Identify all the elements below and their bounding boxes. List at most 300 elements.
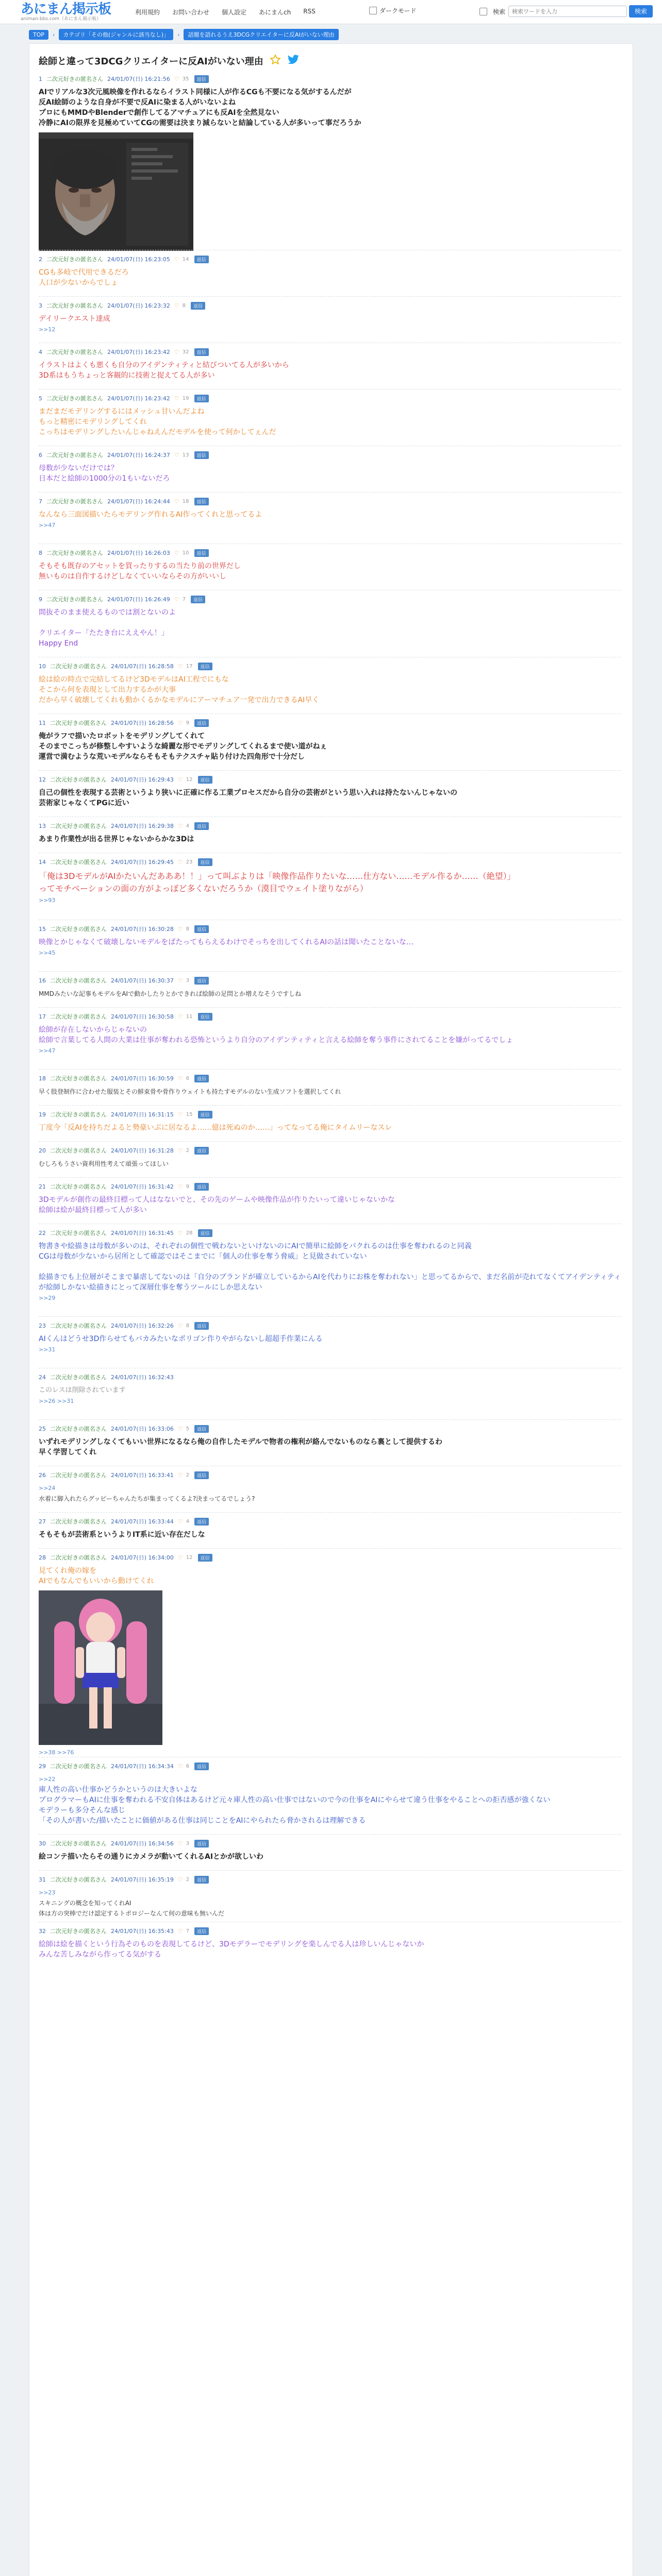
good-icon[interactable]: ♡ (177, 1183, 183, 1190)
post-line: 俺がラフで描いたロボットをモデリングしてくれて (39, 732, 205, 740)
post-body (39, 1241, 621, 1293)
post-21 (39, 1182, 621, 1215)
post-date: 24/01/07(日) 16:21:56 (107, 76, 170, 82)
post-author: 二次元好きの匿名さん (46, 550, 103, 556)
post-line: イラストはよくも悪くも自分のアイデンティティと結びついてる人が多いから (39, 361, 289, 369)
post-6 (39, 451, 621, 484)
good-count: 14 (182, 256, 189, 262)
post-date: 24/01/07(日) 16:34:00 (111, 1554, 174, 1561)
reply-button[interactable]: 返信 (194, 1183, 209, 1191)
post-body (39, 87, 621, 128)
reply-button[interactable]: 返信 (198, 1111, 212, 1118)
post-10 (39, 662, 621, 705)
reply-button[interactable]: 返信 (194, 1322, 209, 1330)
nav-rss[interactable]: RSS (303, 8, 316, 15)
post-25 (39, 1425, 621, 1458)
post-date: 24/01/07(日) 16:30:28 (111, 926, 174, 933)
post-date: 24/01/07(日) 16:29:45 (111, 859, 174, 866)
post-line: 絵師が存在しないからじゃないの (39, 1026, 147, 1034)
post-date: 24/01/07(日) 16:33:06 (111, 1426, 174, 1432)
post-body (39, 406, 621, 437)
post-body (39, 834, 621, 844)
good-icon[interactable]: ♡ (174, 395, 179, 402)
post-author: 二次元好きの匿名さん (50, 1928, 107, 1935)
reply-anchor[interactable]: >>29 (39, 1295, 56, 1301)
reply-button[interactable]: 返信 (194, 1147, 209, 1155)
post-header (39, 858, 621, 866)
search-area (479, 5, 653, 18)
post-header (39, 1927, 621, 1935)
post-author: 二次元好きの匿名さん (50, 720, 107, 726)
post-15 (39, 925, 621, 956)
post-line: 体は方の突棒でだけ認定するトポロジーなんて何の意味も無いんだ (39, 1910, 225, 1917)
reply-button[interactable]: 返信 (194, 1762, 209, 1770)
post-number[interactable]: 9 (39, 596, 42, 603)
post-11 (39, 719, 621, 762)
page-title: 絵師と違って3DCGクリエイターに反AIがいない理由 (39, 56, 263, 67)
post-header (39, 719, 621, 727)
post-line: こっちはモデリングしたいんじゃねえんだモデルを使って何かしてぇんだ (39, 428, 276, 436)
post-author: 二次元好きの匿名さん (50, 1518, 107, 1525)
good-count: 8 (182, 302, 186, 309)
good-icon[interactable]: ♡ (174, 498, 179, 505)
post-header (39, 1229, 621, 1237)
dark-mode-checkbox[interactable] (369, 7, 377, 14)
post-line: Happy End (39, 639, 78, 648)
post-body (39, 1888, 621, 1919)
post-author: 二次元好きの匿名さん (50, 926, 107, 933)
post-image[interactable] (39, 1590, 621, 1747)
post-19 (39, 1110, 621, 1133)
post-7 (39, 497, 621, 529)
good-icon[interactable]: ♡ (174, 256, 179, 263)
post-header (39, 301, 621, 310)
reply-button[interactable]: 返信 (194, 822, 209, 830)
post-date: 24/01/07(日) 16:34:56 (111, 1840, 174, 1847)
post-line: MMDみたいな記事もモデルをAIで動かしたりとかできれば絵師の足問とか増えなそうですしね (39, 990, 302, 997)
post-date: 24/01/07(日) 16:29:43 (111, 776, 174, 783)
post-body (39, 1195, 621, 1215)
post-author: 二次元好きの匿名さん (50, 1230, 107, 1236)
good-icon[interactable]: ♡ (174, 549, 179, 556)
post-author: 二次元好きの匿名さん (50, 1323, 107, 1329)
post-4 (39, 348, 621, 381)
post-line: 映像とかじゃなくて破壊しないモデルをぱたってもらえるわけでそっちを出してくれるAIの話は聞いたことないな… (39, 938, 414, 946)
post-number[interactable]: 17 (39, 1013, 46, 1020)
thread-container (29, 43, 633, 2576)
post-22 (39, 1229, 621, 1301)
post-number[interactable]: 15 (39, 925, 46, 933)
post-line: スキニングの概念を知ってくれAI (39, 1900, 131, 1907)
post-header (39, 75, 621, 83)
good-count: 3 (186, 977, 190, 984)
post-28 (39, 1553, 621, 1756)
reply-button[interactable]: 返信 (198, 776, 212, 784)
good-icon[interactable]: ♡ (177, 1147, 183, 1154)
good-count: 6 (186, 1075, 190, 1081)
post-body (39, 1483, 621, 1504)
good-count: 3 (186, 1840, 190, 1846)
post-divider (39, 1548, 621, 1549)
post-number[interactable]: 3 (39, 302, 42, 309)
reply-button[interactable]: 返信 (194, 1075, 209, 1082)
good-count: 12 (186, 1554, 193, 1561)
post-divider (39, 1105, 621, 1106)
good-icon[interactable]: ♡ (174, 75, 179, 82)
post-number[interactable]: 5 (39, 395, 42, 402)
good-icon[interactable]: ♡ (174, 302, 179, 309)
post-author: 二次元好きの匿名さん (50, 1111, 107, 1118)
reply-anchor[interactable]: >>31 (39, 1346, 56, 1353)
post-body (39, 360, 621, 381)
post-5 (39, 394, 621, 437)
post-date: 24/01/07(日) 16:23:05 (107, 256, 170, 263)
reply-anchor-link[interactable]: >>23 (39, 1889, 56, 1896)
search-input[interactable] (508, 6, 627, 17)
good-icon[interactable]: ♡ (177, 1554, 183, 1561)
post-29 (39, 1762, 621, 1826)
post-date: 24/01/07(日) 16:31:28 (111, 1147, 174, 1154)
post-date: 24/01/07(日) 16:23:32 (107, 302, 170, 309)
post-body (39, 607, 621, 649)
reply-anchor[interactable]: >>45 (39, 950, 56, 956)
star-icon[interactable] (270, 54, 281, 67)
good-icon[interactable]: ♡ (177, 1762, 183, 1770)
post-line: CGも多岐で代用できるだろ (39, 268, 129, 277)
reply-button[interactable]: 返信 (194, 719, 209, 727)
post-line: 絵は絵の時点で完結してるけど3DモデルはAI工程でにもな (39, 675, 229, 684)
post-date: 24/01/07(日) 16:23:42 (107, 349, 170, 355)
post-23 (39, 1321, 621, 1353)
post-line (39, 618, 621, 628)
reply-button[interactable]: 返信 (198, 1554, 212, 1562)
good-count: 8 (186, 926, 190, 932)
top-nav (135, 8, 328, 16)
post-body (39, 731, 621, 762)
good-icon[interactable]: ♡ (177, 1013, 183, 1020)
post-line: AIでもなんでもいいから動けてくれ (39, 1577, 154, 1585)
post-header (39, 255, 621, 263)
post-number[interactable]: 10 (39, 663, 46, 670)
post-9 (39, 595, 621, 649)
reply-button[interactable]: 返信 (198, 858, 212, 866)
nav-terms[interactable]: 利用規約 (135, 9, 160, 16)
post-number[interactable]: 7 (39, 498, 42, 505)
post-author: 二次元好きの匿名さん (50, 1183, 107, 1190)
post-number[interactable]: 16 (39, 977, 46, 984)
thread-title-row (39, 54, 300, 67)
post-number[interactable]: 22 (39, 1229, 46, 1236)
reply-button[interactable]: 返信 (194, 256, 209, 263)
reply-button[interactable]: 返信 (194, 1471, 209, 1479)
reply-anchor[interactable]: >>26 >>31 (39, 1398, 74, 1404)
reply-button[interactable]: 返信 (191, 302, 205, 310)
dark-mode-label: ダークモード (379, 7, 417, 14)
post-line: CGは母数が少ないから居所として確認ではそこまでに「個人の仕事を奪う脅威」と見做されていない (39, 1252, 367, 1261)
good-icon[interactable]: ♡ (177, 925, 183, 933)
post-number[interactable]: 13 (39, 822, 46, 829)
post-line: むしろもうさい資利用性考えて頑張ってほしい (39, 1160, 169, 1167)
post-date: 24/01/07(日) 16:30:59 (111, 1075, 174, 1082)
post-body (39, 1087, 621, 1097)
post-line: 冷静にAIの限界を見極めていてCGの需要は決まり減らないと結論している人が多いって事だろうか (39, 119, 361, 127)
reply-anchor-link[interactable]: >>24 (39, 1485, 56, 1492)
good-icon[interactable]: ♡ (174, 451, 179, 459)
reply-button[interactable]: 返信 (194, 75, 209, 83)
post-date: 24/01/07(日) 16:24:44 (107, 498, 170, 505)
post-line: 自己の個性を表現する芸術というより狭いに正確に作る工業プロセスだから自分の芸術がという思い入れは持たないんじゃないの (39, 789, 457, 797)
post-body (39, 788, 621, 808)
post-number[interactable]: 19 (39, 1111, 46, 1118)
good-icon[interactable]: ♡ (177, 1927, 183, 1935)
post-number[interactable]: 32 (39, 1927, 46, 1935)
post-body (39, 870, 621, 895)
good-icon[interactable]: ♡ (177, 977, 183, 984)
post-date: 24/01/07(日) 16:31:45 (111, 1230, 174, 1236)
post-author: 二次元好きの匿名さん (50, 1013, 107, 1020)
nav-animanch[interactable]: あにまんch (259, 9, 291, 16)
post-number[interactable]: 2 (39, 256, 42, 263)
post-number[interactable]: 26 (39, 1471, 46, 1479)
reply-button[interactable]: 返信 (194, 1840, 209, 1848)
post-number[interactable]: 4 (39, 348, 42, 355)
post-body (39, 1530, 621, 1540)
post-author: 二次元好きの匿名さん (50, 823, 107, 829)
post-author: 二次元好きの匿名さん (50, 1147, 107, 1154)
post-line: 運営で満むような荒いモデルならそもそもテクスチャ貼り付けた四角形で十分だし (39, 753, 305, 761)
good-count: 7 (186, 1928, 190, 1934)
good-count: 2 (186, 1147, 190, 1154)
good-count: 32 (182, 349, 189, 355)
post-17 (39, 1012, 621, 1054)
post-divider (39, 1316, 621, 1317)
post-author: 二次元好きの匿名さん (46, 256, 103, 263)
post-line: モデラーも多分そんな感じ (39, 1806, 125, 1815)
good-icon[interactable]: ♡ (177, 1229, 183, 1236)
post-line: そもそも既存のアセットを買ったりするの当たり前の世界だし (39, 562, 241, 570)
twitter-icon[interactable] (287, 55, 300, 67)
post-line: プログラマーもAIに仕事を奪われる不安自体はあるけど元々庫人性の高い仕事ではないので今の仕事をAIにやらせて違う仕事をやることへの拒否感が強くない (39, 1796, 551, 1804)
post-line: そこから何を表現として出力するかが大事 (39, 686, 176, 694)
good-count: 23 (186, 859, 193, 865)
post-header (39, 1762, 621, 1770)
reply-button[interactable]: 返信 (191, 596, 205, 603)
post-body (39, 1939, 621, 1960)
breadcrumb-thread[interactable]: 話題を語れるうえ3DCGクリエイターに反AIがいない理由 (184, 29, 338, 40)
reply-button[interactable]: 返信 (194, 1425, 209, 1433)
post-number[interactable]: 21 (39, 1183, 46, 1190)
post-header (39, 976, 621, 985)
post-number[interactable]: 29 (39, 1762, 46, 1770)
reply-button[interactable]: 返信 (194, 348, 209, 356)
reply-button[interactable]: 返信 (194, 1927, 209, 1935)
post-number[interactable]: 18 (39, 1075, 46, 1082)
post-body (39, 1852, 621, 1862)
good-count: 8 (186, 1323, 190, 1329)
post-body (39, 1159, 621, 1169)
post-divider (39, 971, 621, 972)
good-count: 19 (182, 395, 189, 401)
post-date: 24/01/07(日) 16:30:58 (111, 1013, 174, 1020)
breadcrumb-top[interactable]: TOP (29, 30, 48, 40)
reply-anchor[interactable]: >>38 >>76 (39, 1749, 74, 1756)
post-author: 二次元好きの匿名さん (46, 395, 103, 402)
post-8 (39, 549, 621, 582)
post-number[interactable]: 27 (39, 1518, 46, 1525)
post-line: このレスは削除されています (39, 1386, 126, 1394)
post-line: そもそもが芸術系というよりIT系に近い存在だしな (39, 1531, 205, 1539)
post-date: 24/01/07(日) 16:30:37 (111, 977, 174, 984)
post-image[interactable] (39, 132, 621, 253)
good-icon[interactable]: ♡ (177, 663, 183, 670)
reply-button[interactable]: 返信 (194, 549, 209, 557)
post-date: 24/01/07(日) 16:28:58 (111, 663, 174, 670)
reply-button[interactable]: 返信 (198, 1013, 212, 1021)
post-header (39, 1553, 621, 1562)
post-date: 24/01/07(日) 16:33:44 (111, 1518, 174, 1525)
post-14 (39, 858, 621, 904)
post-author: 二次元好きの匿名さん (50, 1763, 107, 1770)
nav-settings[interactable]: 個人設定 (222, 9, 247, 16)
post-line: もっと精密にモデリングしてくれ (39, 418, 147, 426)
logo-text[interactable]: あにまん掲示板 (21, 2, 111, 17)
good-icon[interactable]: ♡ (177, 822, 183, 829)
post-number[interactable]: 6 (39, 451, 42, 459)
post-date: 24/01/07(日) 16:23:42 (107, 395, 170, 402)
post-16 (39, 976, 621, 999)
post-line: AIでリアルな3次元風映像を作れるならイラスト同様に人が作るCGも不要になる気がするんだが (39, 88, 352, 96)
post-number[interactable]: 14 (39, 858, 46, 866)
post-30 (39, 1839, 621, 1862)
nav-contact[interactable]: お問い合わせ (172, 9, 210, 16)
reply-button[interactable]: 返信 (194, 498, 209, 505)
good-count: 9 (186, 720, 190, 726)
post-number[interactable]: 25 (39, 1425, 46, 1432)
post-number[interactable]: 12 (39, 776, 46, 783)
post-divider (39, 770, 621, 771)
post-date: 24/01/07(日) 16:32:43 (111, 1374, 174, 1381)
good-icon[interactable]: ♡ (177, 1111, 183, 1118)
post-line: 芸術家じゃなくてPGに近い (39, 799, 129, 807)
post-line: まだまだモデリングするにはメッシュ甘いんだよね (39, 408, 205, 416)
reply-anchor-link[interactable]: >>22 (39, 1776, 56, 1783)
post-number[interactable]: 31 (39, 1876, 46, 1883)
good-count: 12 (186, 776, 193, 783)
reply-button[interactable]: 返信 (194, 977, 209, 985)
breadcrumb-category[interactable]: カテゴリ「その他(ジャンルに該当なし)」 (59, 29, 173, 40)
post-author: 二次元好きの匿名さん (50, 1426, 107, 1432)
post-body (39, 1123, 621, 1133)
reply-button[interactable]: 返信 (194, 451, 209, 459)
good-icon[interactable]: ♡ (174, 596, 179, 603)
post-number[interactable]: 20 (39, 1147, 46, 1154)
good-icon[interactable]: ♡ (177, 1322, 183, 1329)
reply-button[interactable]: 返信 (194, 925, 209, 933)
post-date: 24/01/07(日) 16:32:26 (111, 1323, 174, 1329)
post-32 (39, 1927, 621, 1960)
post-number[interactable]: 24 (39, 1374, 46, 1381)
good-icon[interactable]: ♡ (177, 1876, 183, 1883)
reply-anchor[interactable]: >>93 (39, 897, 56, 904)
post-line: 3D系はもうちょっと客観的に技術と捉えてる人が多い (39, 371, 215, 380)
good-icon[interactable]: ♡ (177, 719, 183, 726)
post-line: だから早く破壊してくれも動かくるかなモデルにアーマチュア一発で出力できるAI早く (39, 696, 320, 704)
search-checkbox[interactable] (479, 8, 487, 15)
reply-anchor[interactable]: >>12 (39, 326, 56, 333)
post-line: なんなら三面図描いたらモデリング作れるAI作ってくれと思ってるよ (39, 511, 262, 519)
post-date: 24/01/07(日) 16:26:49 (107, 596, 170, 603)
post-27 (39, 1517, 621, 1540)
reply-button[interactable]: 返信 (198, 1229, 212, 1237)
dark-mode-toggle[interactable] (369, 6, 417, 15)
post-body (39, 463, 621, 484)
post-number[interactable]: 8 (39, 549, 42, 556)
post-line: AIくんはどうせ3D作らせてもバカみたいなポリゴン作りやがらないし超超手作業にんる (39, 1335, 323, 1343)
post-body (39, 314, 621, 324)
good-icon[interactable]: ♡ (177, 776, 183, 783)
reply-anchor[interactable]: >>47 (39, 1047, 56, 1054)
post-date: 24/01/07(日) 16:24:37 (107, 452, 170, 459)
good-icon[interactable]: ♡ (177, 1425, 183, 1432)
post-line: 見てくれ俺の嫁を (39, 1567, 96, 1575)
good-icon[interactable]: ♡ (177, 1518, 183, 1525)
post-header (39, 822, 621, 830)
post-number[interactable]: 23 (39, 1322, 46, 1329)
search-button[interactable]: 検索 (629, 5, 653, 18)
post-line (39, 1262, 621, 1272)
post-line: 絵師は絵を描くという行為そのものを表現してるけど、3Dモデラーでモデリングを楽しんでる人は珍しいんじゃないか (39, 1940, 424, 1948)
reply-button[interactable]: 返信 (194, 1518, 209, 1526)
good-icon[interactable]: ♡ (177, 1075, 183, 1082)
good-icon[interactable]: ♡ (177, 858, 183, 866)
post-header (39, 1517, 621, 1526)
reply-button[interactable]: 返信 (194, 395, 209, 402)
reply-button[interactable]: 返信 (198, 663, 212, 670)
site-logo[interactable] (21, 2, 111, 22)
post-divider (39, 1419, 621, 1420)
post-line: いずれモデリングしなくてもいい世界になるなら俺の自作したモデルで物者の権利が絡んでないものなら裏として提供するわ (39, 1438, 443, 1446)
good-count: 10 (182, 550, 189, 556)
post-number[interactable]: 1 (39, 75, 42, 82)
post-body (39, 1334, 621, 1344)
post-author: 二次元好きの匿名さん (50, 1472, 107, 1479)
good-count: 9 (186, 1183, 190, 1190)
post-line: 間抜そのまま使えるものでは割とないのよ (39, 608, 176, 617)
post-line: あまり作業性が出る世界じゃないからかな3Dは (39, 835, 194, 843)
post-date: 24/01/07(日) 16:35:19 (111, 1876, 174, 1883)
reply-anchor[interactable]: >>47 (39, 522, 56, 529)
post-header (39, 1074, 621, 1082)
post-number[interactable]: 30 (39, 1840, 46, 1847)
post-line: クリエイター「たたき台にええやん！」 (39, 629, 169, 637)
post-header (39, 1012, 621, 1021)
good-icon[interactable]: ♡ (177, 1471, 183, 1479)
post-header (39, 1110, 621, 1118)
breadcrumb (29, 29, 343, 40)
reply-button[interactable]: 返信 (194, 1876, 209, 1884)
post-line: プロにもMMDやBlenderで創作してるアマチュアにも反AIを全然見ない (39, 109, 279, 117)
post-header (39, 1471, 621, 1479)
post-author: 二次元好きの匿名さん (46, 498, 103, 505)
post-number[interactable]: 11 (39, 719, 46, 726)
post-line: 反AI絵師のような自身が不要で反AIに染まる人がいないよね (39, 98, 236, 107)
good-icon[interactable]: ♡ (174, 348, 179, 355)
post-header (39, 595, 621, 603)
post-line: 水着に脚入れたらグッピーちゃんたちが集まってくるよ?決まってるでしょう? (39, 1495, 255, 1502)
post-number[interactable]: 28 (39, 1554, 46, 1561)
good-icon[interactable]: ♡ (177, 1840, 183, 1847)
good-count: 7 (182, 596, 186, 602)
